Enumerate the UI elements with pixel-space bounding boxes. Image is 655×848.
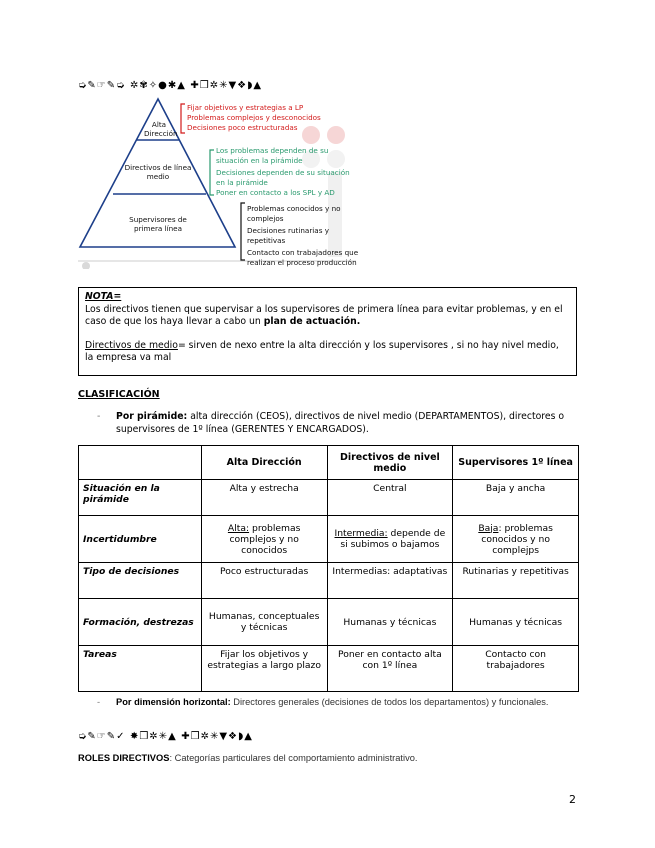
pyramid-figure bbox=[78, 97, 359, 269]
roles-text: : Categorías particulares del comportamiento administrativo. bbox=[169, 753, 418, 763]
black-note: realizan el proceso producción bbox=[247, 258, 357, 267]
pyramid-level-bottom: Supervisores de primera línea bbox=[129, 215, 187, 233]
cell-term: Alta: bbox=[227, 522, 250, 534]
table-row bbox=[79, 599, 579, 646]
pyramid-level-middle: Directivos de línea medio bbox=[124, 163, 192, 181]
classification-table bbox=[78, 445, 579, 692]
green-note: Decisiones dependen de su situación bbox=[216, 168, 350, 177]
black-note: Decisiones rutinarias y bbox=[247, 226, 329, 235]
row-label: Formación, destrezas bbox=[79, 599, 202, 646]
roles-line bbox=[78, 753, 417, 763]
decor-bar bbox=[328, 172, 342, 257]
bullet-dash: - bbox=[97, 697, 101, 707]
row-label: Tipo de decisiones bbox=[79, 563, 202, 599]
page-number: 2 bbox=[569, 793, 576, 806]
table-header-cell: Supervisores 1º línea bbox=[453, 446, 579, 480]
black-note: repetitivas bbox=[247, 236, 286, 245]
table-cell: Humanas y técnicas bbox=[453, 599, 579, 646]
table-row bbox=[79, 646, 579, 692]
table-cell: Poner en contacto alta con 1º línea bbox=[327, 646, 453, 692]
cell-term: Intermedia: bbox=[334, 528, 388, 539]
table-cell: Intermedias: adaptativas bbox=[327, 563, 453, 599]
table-header-cell: Directivos de nivel medio bbox=[327, 446, 453, 480]
red-note: Decisiones poco estructuradas bbox=[187, 123, 298, 132]
table-cell: Contacto con trabajadores bbox=[453, 646, 579, 692]
red-note: Problemas complejos y desconocidos bbox=[187, 113, 321, 122]
section-heading-1: ➭✎☞✎➭ ✲✾✧●✱▲ ✚❒✲✳▼❖◗▲ bbox=[78, 80, 263, 91]
table-row bbox=[79, 480, 579, 516]
table-cell: Central bbox=[327, 480, 453, 516]
cell-term: Baja bbox=[478, 522, 499, 534]
note-line1-text: Los directivos tienen que supervisar a los supervisores de primera línea para evitar problemas, y en el caso de que los haya llevar a cabo un bbox=[85, 303, 563, 327]
decor-dot bbox=[82, 262, 90, 269]
red-note: Fijar objetivos y estrategias a LP bbox=[187, 103, 304, 112]
table-header-cell bbox=[79, 446, 202, 480]
cell-text: : problemas conocidos y no complejps bbox=[481, 522, 553, 556]
row-label: Tareas bbox=[79, 646, 202, 692]
decor-circle bbox=[302, 126, 320, 144]
black-note: Contacto con trabajadores que bbox=[247, 248, 359, 257]
table-cell bbox=[327, 516, 453, 563]
table-cell: Humanas, conceptuales y técnicas bbox=[201, 599, 327, 646]
bullet-piramide-bold: Por pirámide: bbox=[116, 411, 188, 422]
table-cell: Fijar los objetivos y estrategias a largo plazo bbox=[201, 646, 327, 692]
note-term: Directivos de medio bbox=[85, 339, 178, 351]
green-note: en la pirámide bbox=[216, 178, 268, 187]
bullet-piramide bbox=[97, 411, 579, 436]
note-paragraph-2 bbox=[85, 340, 570, 365]
section-heading-2: ➭✎☞✎✓ ✸❒✲✳▲ ✚❒✲✳▼❖◗▲ bbox=[78, 731, 253, 742]
green-bracket bbox=[210, 150, 214, 195]
green-note: Poner en contacto a los SPL y AD bbox=[216, 188, 335, 197]
cell-text: depende de si subimos o bajamos bbox=[340, 528, 446, 550]
row-label: Incertidumbre bbox=[79, 516, 202, 563]
table-cell: Poco estructuradas bbox=[201, 563, 327, 599]
green-note: situación en la pirámide bbox=[216, 156, 303, 165]
green-note: Los problemas dependen de su bbox=[216, 146, 329, 155]
note-line2-text: = sirven de nexo entre la alta dirección y los supervisores , si no hay nivel medio, la empresa va mal bbox=[85, 339, 559, 363]
black-note: Problemas conocidos y no bbox=[247, 204, 341, 213]
row-label: Situación en la pirámide bbox=[79, 480, 202, 516]
note-line1-bold: plan de actuación. bbox=[263, 316, 361, 327]
black-bracket bbox=[241, 203, 245, 260]
table-cell bbox=[453, 516, 579, 563]
table-cell: Humanas y técnicas bbox=[327, 599, 453, 646]
roles-bold: ROLES DIRECTIVOS bbox=[78, 753, 170, 763]
decor-circle bbox=[327, 150, 345, 168]
bullet-horizontal-text: Directores generales (decisiones de todos los departamentos) y funcionales. bbox=[230, 697, 549, 707]
table-row bbox=[79, 563, 579, 599]
table-cell bbox=[201, 516, 327, 563]
pyramid-level-top: Alta Dirección bbox=[144, 120, 178, 138]
bullet-piramide-text: alta dirección (CEOS), directivos de nivel medio (DEPARTAMENTOS), directores o supervisores de 1º línea (GERENTES Y ENCARGADOS). bbox=[116, 411, 565, 435]
cell-text: problemas complejos y no conocidos bbox=[229, 522, 301, 556]
black-note: complejos bbox=[247, 214, 284, 223]
table-cell: Baja y ancha bbox=[453, 480, 579, 516]
decor-circle bbox=[327, 126, 345, 144]
clasificacion-heading: CLASIFICACIÓN bbox=[78, 389, 160, 400]
table-cell: Rutinarias y repetitivas bbox=[453, 563, 579, 599]
table-cell: Alta y estrecha bbox=[201, 480, 327, 516]
red-bracket bbox=[181, 104, 185, 133]
note-title: NOTA= bbox=[85, 291, 122, 302]
note-paragraph-1 bbox=[85, 304, 570, 329]
bullet-horizontal-bold: Por dimensión horizontal: bbox=[116, 697, 231, 707]
bullet-dash: - bbox=[97, 411, 101, 422]
table-header-row bbox=[79, 446, 579, 480]
bullet-horizontal bbox=[97, 697, 549, 707]
table-row bbox=[79, 516, 579, 563]
note-box bbox=[78, 287, 577, 376]
table-header-cell: Alta Dirección bbox=[201, 446, 327, 480]
